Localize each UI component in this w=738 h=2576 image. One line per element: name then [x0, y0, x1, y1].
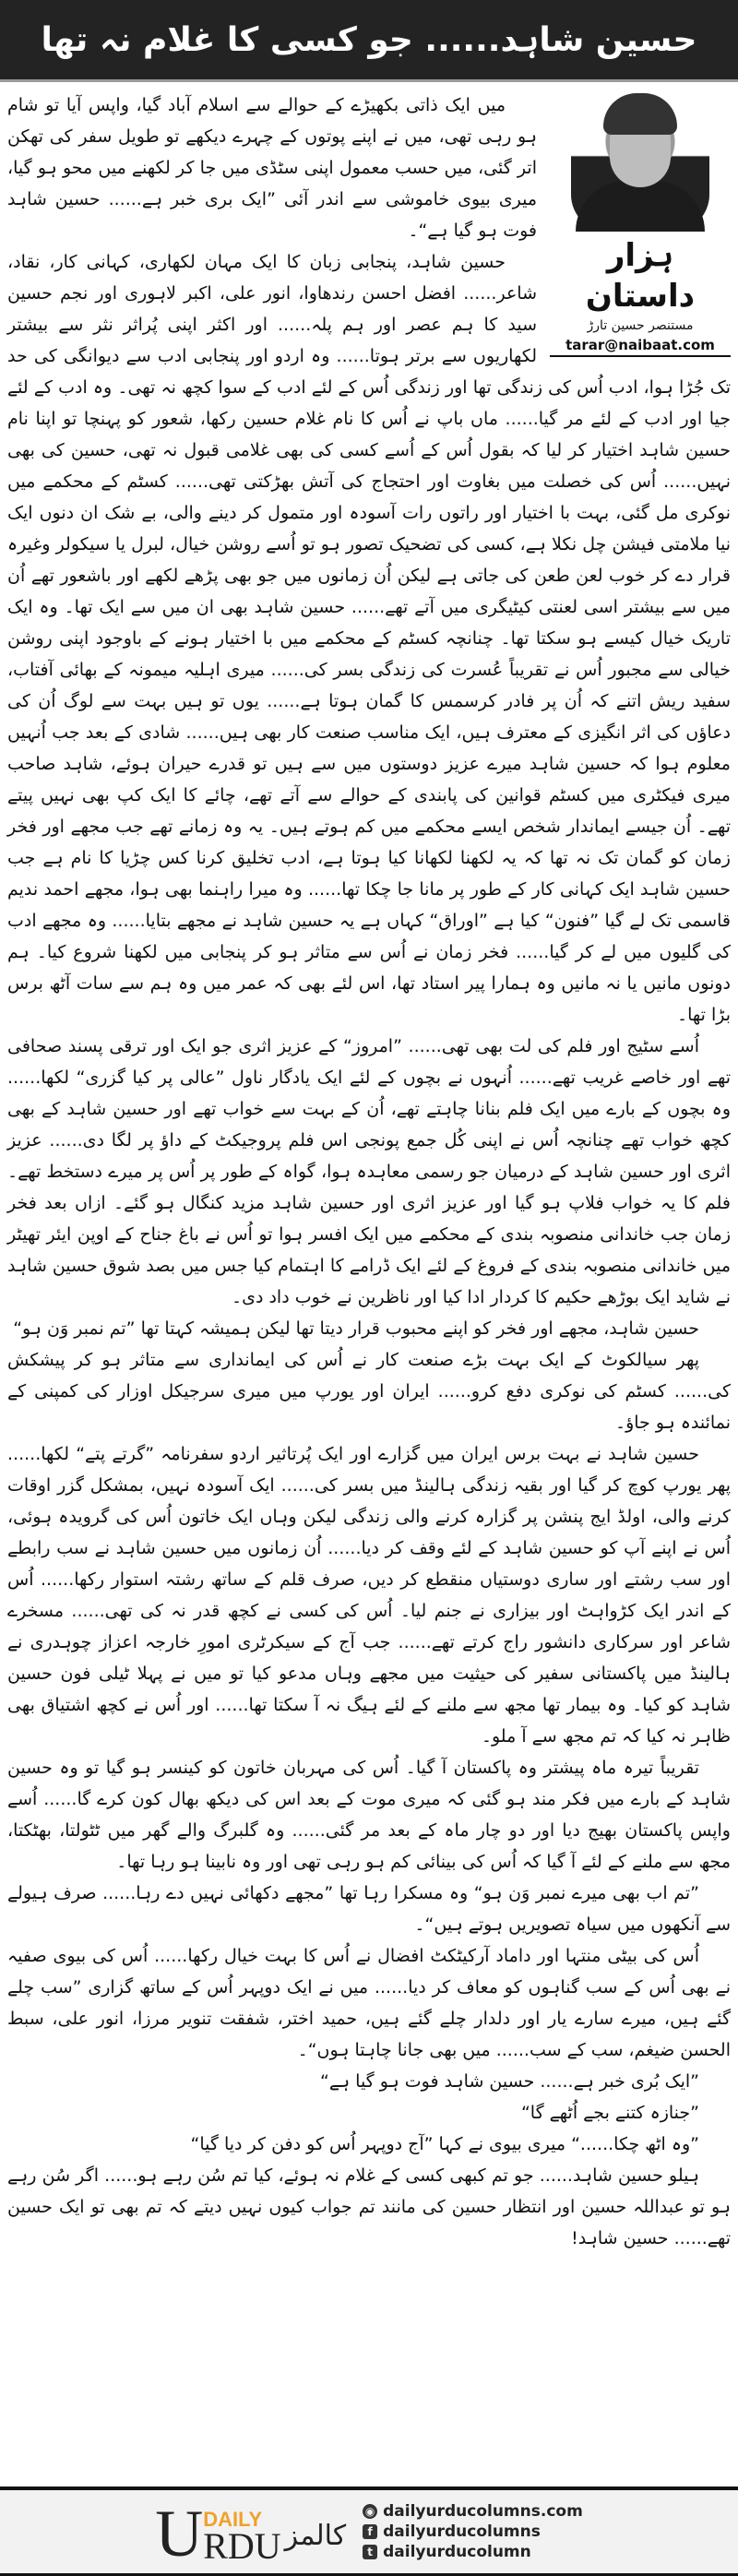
paragraph: حسین شاہد نے بہت برس ایران میں گزارے اور ایک پُرتاثیر اردو سفرنامہ ”گرتے پتے“ لکھا...... پھر یورپ کوچ کر گیا اور بقیہ زندگی ہالینڈ میں بسر کی...... ایک آسودہ نہیں، بمشکل گزر اوقات کرنے والی، اولڈ ایج پنشن پر گزارہ کرنے والی زندگی لیکن وہاں ایک خاتون اُس کی گرویدہ ہوئی، اُس نے اپنے آپ کو حسین شاہد کے لئے وقف کر دیا...... اُن زمانوں میں حسین شاہد نے سب رابطے اور سب رشتے اور ساری دوستیاں منقطع کر دیں، صرف قلم کے ساتھ رشتہ استوار رکھا...... اُس کے اندر ایک کڑواہٹ اور بیزاری نے جنم لیا۔ اُس کی کسی نے کچھ قدر نہ کی تھی...... مسخرے شاعر اور سرکاری دانشور راج کرتے تھے...... جب آج کے سیکرٹری امورِ خارجہ اعزاز چوہدری نے ہالینڈ میں پاکستانی سفیر کی حیثیت میں مجھے وہاں مدعو کیا تو میں نے پہلا ٹیلی فون حسین شاہد کو کیا۔ وہ بیمار تھا مجھ سے ملنے کے لئے ہیگ نہ آ سکتا تھا...... اور اُس نے کچھ اشتیاق بھی ظاہر نہ کیا کہ تم مجھ سے آ ملو۔	[7, 1444, 731, 1747]
author-photo	[571, 93, 709, 232]
paragraph: ”ایک بُری خبر ہے...... حسین شاہد فوت ہو گیا ہے“	[320, 2071, 699, 2092]
paragraph: اُس کی بیٹی منتہا اور داماد آرکیٹکٹ افضال نے اُس کا بہت خیال رکھا...... اُس کی بیوی صفیہ نے بھی اُس کے سب گناہوں کو معاف کر دیا...... میں نے ایک دوپہر اُس کے ساتھ گزاری ”سب چلے گئے ہیں، میرے سارے یار اور دلدار چلے گئے ہیں، حمید اختر، شفقت تنویر مرزا، انور علی، سبط الحسن ضیغم، سب کے سب...... میں بھی جانا چاہتا ہوں“۔	[7, 1946, 731, 2060]
paragraph: میں ایک ذاتی بکھیڑے کے حوالے سے اسلام آباد گیا، واپس آیا تو شام ہو رہی تھی، میں نے اپنے پوتوں کے چہرے دیکھے تو طویل سفر کی تھکن اتر گئی، میں حسب معمول اپنی سٹڈی میں جا کر لکھنے میں محو ہو گیا، میری بیوی خاموشی سے اندر آئی ”ایک بری خبر ہے...... حسین شاہد فوت ہو گیا ہے“۔	[7, 95, 537, 241]
social-links	[363, 2502, 583, 2561]
author-email[interactable]: tarar@naibaat.com	[550, 337, 731, 357]
author-box	[550, 89, 731, 357]
twitter-link[interactable]: t dailyurducolumn	[363, 2543, 583, 2561]
paragraph: پھر سیالکوٹ کے ایک بہت بڑے صنعت کار نے اُس کی ایمانداری سے متاثر ہو کر پیشکش کی...... کسٹم کی نوکری دفع کرو...... ایران اور یورپ میں میری سرجیکل اوزار کی کمپنی کے نمائندہ ہو جاؤ۔	[7, 1350, 731, 1433]
article-body	[0, 82, 738, 2479]
paragraph: تقریباً تیرہ ماہ پیشتر وہ پاکستان آ گیا۔ اُس کی مہربان خاتون کو کینسر ہو گیا تو وہ حسین شاہد کے بارے میں فکر مند ہو گئی کہ میری موت کے بعد اس کی دیکھ بھال کون کرے گا...... اُسے واپس پاکستان بھیج دیا اور دو چار ماہ کے بعد مر گئی...... وہ گلبرگ والے گھر میں ٹٹولتا، بھٹکتا، مجھ سے ملنے کے لئے آ گیا کہ اُس کی بینائی کم ہو رہی تھی اور وہ نابینا ہو رہا تھا۔	[7, 1758, 731, 1872]
facebook-icon: f	[363, 2524, 377, 2539]
daily-urdu-columns-logo: U DAILY RDU کالمز	[155, 2497, 347, 2570]
paragraph: ”وہ اٹھ چکا......“ میری بیوی نے کہا ”آج دوپہر اُس کو دفن کر دیا گیا“	[190, 2134, 699, 2154]
footer-banner	[0, 2487, 738, 2576]
globe-icon: ◉	[363, 2504, 377, 2519]
column-name: ہزار داستان	[585, 237, 696, 315]
article-title: حسین شاہد...... جو کسی کا غلام نہ تھا	[41, 20, 697, 59]
paragraph: حسین شاہد، مجھے اور فخر کو اپنے محبوب قرار دیتا تھا لیکن ہمیشہ کہتا تھا ”تم نمبر وَن ہو“	[13, 1318, 699, 1339]
twitter-icon: t	[363, 2545, 377, 2559]
paragraph: ”تم اب بھی میرے نمبر وَن ہو“ وہ مسکرا رہا تھا ”مجھے دکھائی نہیں دے رہا...... صرف ہیولے سے آنکھوں میں سیاہ تصویریں ہوتے ہیں“۔	[7, 1883, 731, 1935]
paragraph: ”جنازہ کتنے بجے اُٹھے گا“	[520, 2103, 699, 2123]
article-header	[0, 0, 738, 82]
website-link[interactable]: ◉ dailyurducolumns.com	[363, 2502, 583, 2521]
paragraph: ہیلو حسین شاہد...... جو تم کبھی کسی کے غلام نہ ہوئے، کیا تم سُن رہے ہو...... اگر سُن رہے ہو تو عبداللہ حسین اور انتظار حسین کی مانند تم جواب کیوں نہیں دیتے کہ تم بھی تو ایک حسین تھے...... حسین شاہد!	[7, 2165, 731, 2248]
paragraph: حسین شاہد، پنجابی زبان کا ایک مہان لکھاری، کہانی کار، نقاد، شاعر...... افضل احسن رندھاوا، انور علی، اکبر لاہوری اور نجم حسین سید کا ہم عصر اور ہم پلہ...... اور اکثر اپنی پُراثر نثر سے بیشتر لکھاریوں سے برتر ہوتا...... وہ اردو اور پنجابی ادب سے دیوانگی کی حد تک جُڑا ہوا، ادب اُس کی زندگی تھا اور زندگی اُس کے لئے ادب کے سوا کچھ نہ تھی۔ وہ ادب کے لئے جیا اور ادب کے لئے مر گیا...... ماں باپ نے اُس کا نام غلام حسین رکھا، شعور کو پہنچا تو اپنا نام حسین شاہد اختیار کر لیا کہ بقول اُس کے اُسے کسی کی بھی غلامی قبول نہ تھی، حسین کی بھی نہیں...... اُس کی خصلت میں بغاوت اور احتجاج کی آتش بھڑکتی تھی...... کسٹم کے محکمے میں نوکری مل گئی، بہت با اختیار اور راتوں رات آسودہ اور متمول کر دینے والی، بے شک ان دنوں ایک نیا ملامتی فیشن چل نکلا ہے، کسی کی تضحیک تصور ہو تو اُسے روشن خیال، لبرل یا سیکولر وغیرہ قرار دے کر خوب لعن طعن کی جاتی ہے لیکن اُن زمانوں میں جو بھی پڑھے لکھے اور باشعور تھے اُن میں سے بیشتر اسی لعنتی کیٹیگری میں آتے تھے...... حسین شاہد بھی ان میں سے ایک تھا۔ وہ ایک تاریک خیال کیسے ہو سکتا تھا۔ چنانچہ کسٹم کے محکمے میں با اختیار ہونے کے باوجود اپنی روشن خیالی سے مجبور اُس نے تقریباً عُسرت کی زندگی بسر کی...... میری اہلیہ میمونہ کے بھائی آفتاب، سفید ریش اتنے کہ اُن پر فادر کرسمس کا گمان ہوتا ہے...... یوں تو ہیں بہت سے لوگ اُن کی دعاؤں کی اثر انگیزی کے معترف ہیں، ایک مناسب صنعت کار بھی ہیں...... شادی کے بعد جب اُنہیں معلوم ہوا کہ حسین شاہد میرے عزیز دوستوں میں سے ہیں تو قدرے حیران ہوئے، شاہد صاحب میری فیکٹری میں کسٹم قوانین کی پابندی کے حوالے سے آتے تھے، چائے کا ایک کپ بھی نہیں پیتے تھے۔ اُن جیسے ایماندار شخص ایسے محکمے میں کم ہوتے ہیں۔ یہ وہ زمانے تھے جب مجھے اور فخر زمان کو گمان تک نہ تھا کہ یہ لکھنا لکھانا کیا ہوتا ہے، ادب تخلیق کرنا کس چڑیا کا نام ہے جب حسین شاہد ایک کہانی کار کے طور پر مانا جا چکا تھا...... وہ میرا راہنما بھی ہوا، مجھے احمد ندیم قاسمی تک لے گیا ”فنون“ کیا ہے ”اوراق“ کہاں ہے یہ حسین شاہد نے مجھے بتایا...... وہ مجھے ادب کی گلیوں میں لے کر گیا...... فخر زمان نے اُس سے متاثر ہو کر پنجابی میں لکھنا شروع کیا۔ ہم دونوں مانیں یا نہ مانیں وہ ہمارا پیر استاد تھا، اس لئے بھی کہ عمر میں وہ ہم سے سات آٹھ برس بڑا تھا۔	[7, 252, 731, 1025]
author-name: مستنصر حسین تارڑ	[587, 318, 694, 333]
facebook-link[interactable]: f dailyurducolumns	[363, 2522, 583, 2541]
paragraph: اُسے سٹیج اور فلم کی لت بھی تھی...... ”امروز“ کے عزیز اثری جو ایک اور ترقی پسند صحافی تھے اور خاصے غریب تھے...... اُنہوں نے بچوں کے لئے ایک یادگار ناول ”عالی پر کیا گزری“ لکھا...... وہ بچوں کے بارے میں ایک فلم بنانا چاہتے تھے، اُن کے بہت سے خواب تھے اور حسین شاہد کے بھی کچھ خواب تھے چنانچہ اُس نے اپنی کُل جمع پونجی اس فلم پروجیکٹ کے داؤ پر لگا دی...... عزیز اثری اور حسین شاہد کے درمیان جو رسمی معاہدہ ہوا، گواہ کے طور پر اُس پر میرے دستخط تھے۔ فلم کا یہ خواب فلاپ ہو گیا اور عزیز اثری اور حسین شاہد مزید کنگال ہو گئے۔ ازاں بعد فخر زمان جب خاندانی منصوبہ بندی کے محکمے میں ایک افسر ہوا تو اُس نے باغ جناح کے اوپن ایئر تھیٹر میں خاندانی منصوبہ بندی کے فروغ کے لئے ایک ڈرامے کا اہتمام کیا جس میں بصد شوق حسین شاہد نے شاید ایک بوڑھے حکیم کا کردار ادا کیا اور ناظرین نے خوب داد دی۔	[6, 1036, 731, 1307]
